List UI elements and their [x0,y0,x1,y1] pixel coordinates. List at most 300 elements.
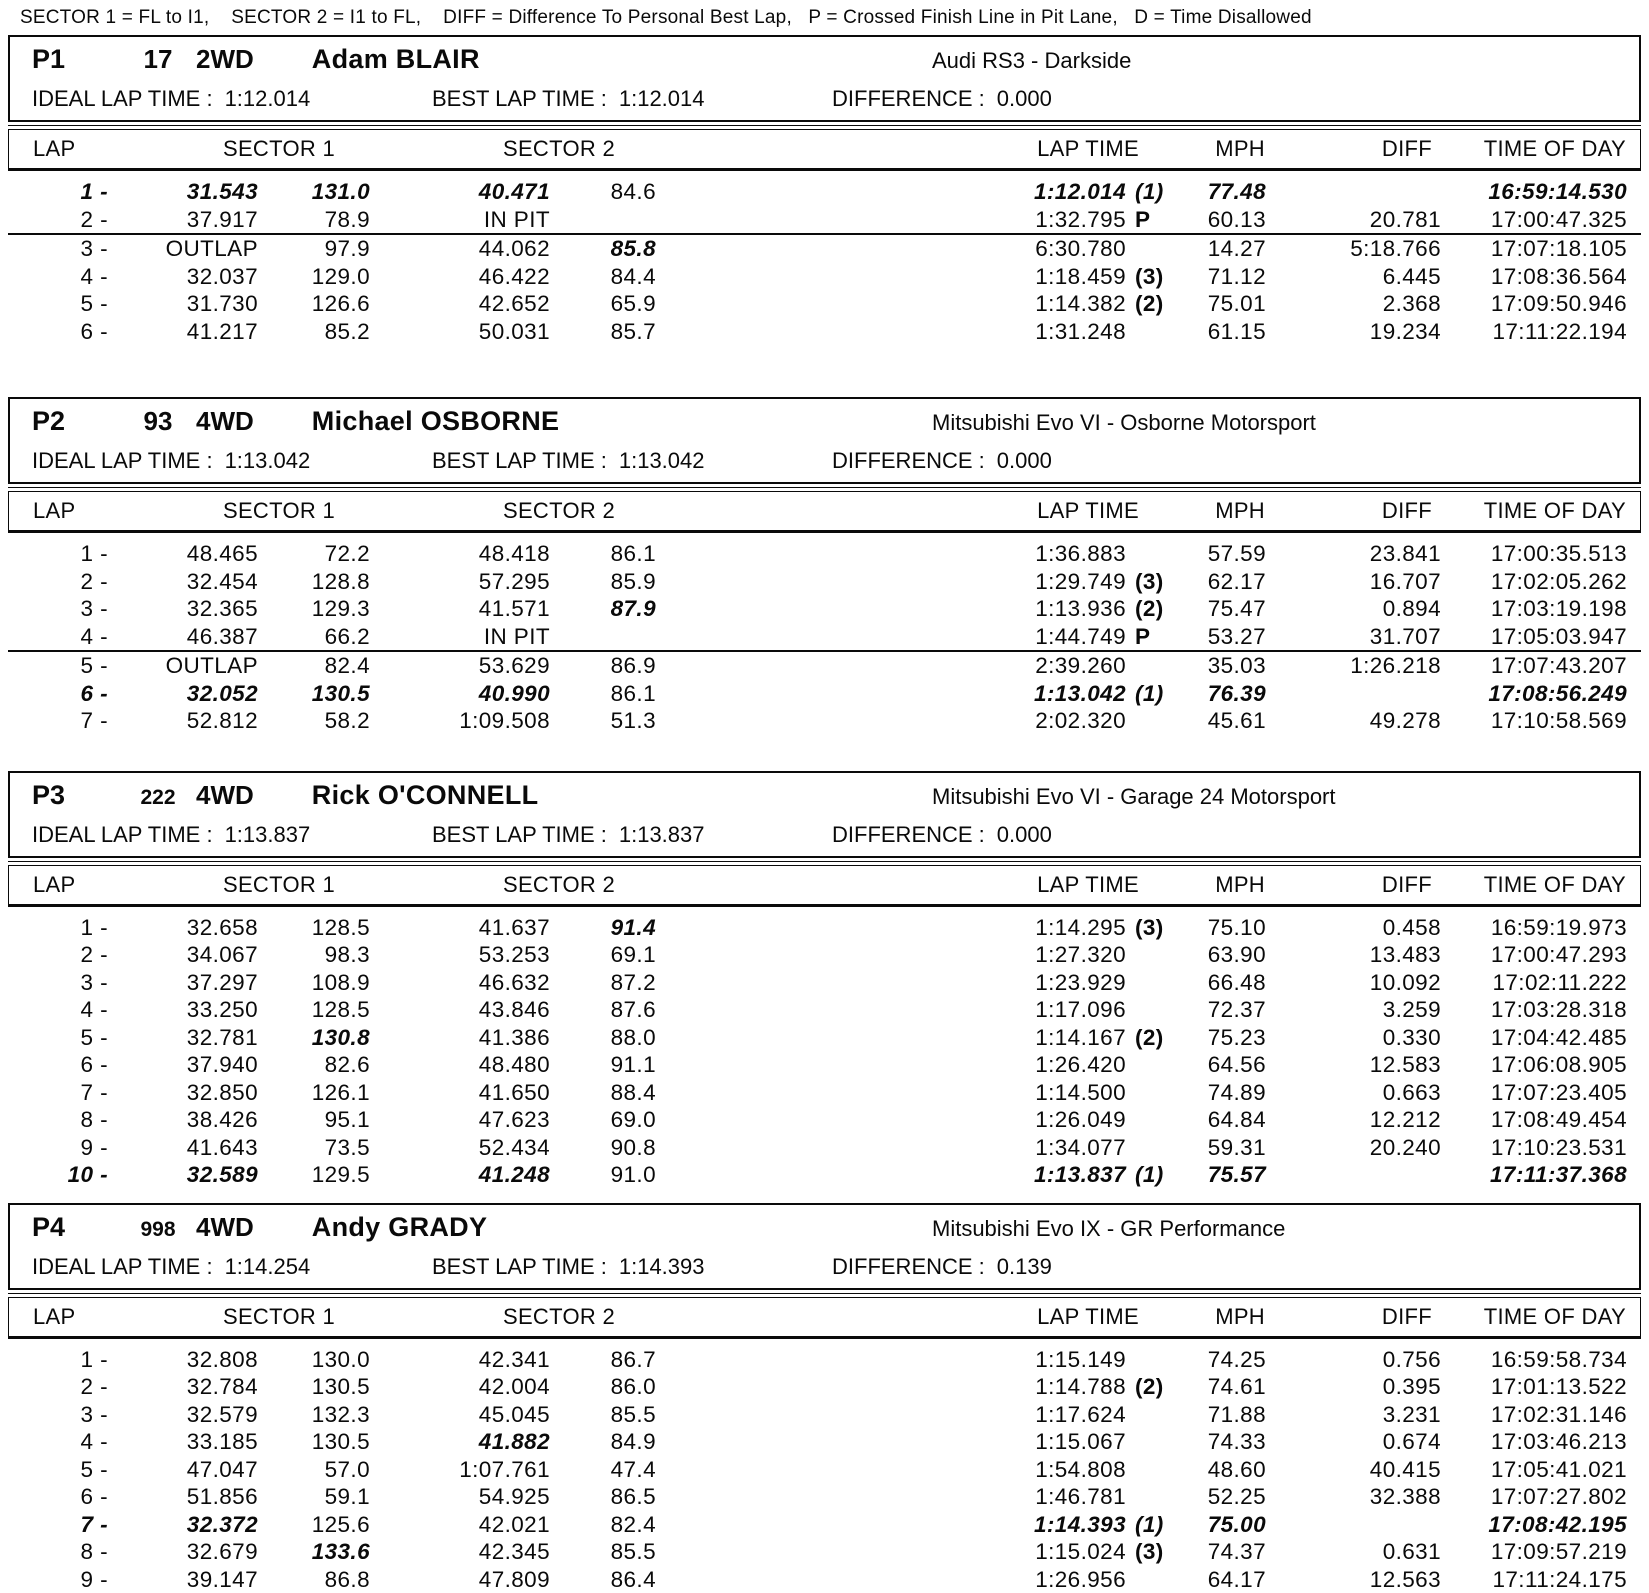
driver-title-line [10,780,1639,816]
lap-number-cell: 3 - [80,1401,108,1427]
sector2-time-cell: IN PIT [483,206,550,232]
lap-rank-note-cell [1126,1401,1174,1429]
time-of-day-cell: 17:02:05.262 [1490,568,1627,594]
mph-cell: 35.03 [1207,653,1266,678]
sector2-time-cell: 53.629 [478,653,550,678]
col-header-time-of-day: TIME OF DAY [1483,136,1626,161]
ideal-lap-time-label: IDEAL LAP TIME : [32,821,213,847]
lap-number-cell: 1 - [80,914,108,940]
sector1-speed-cell: 78.9 [324,206,370,232]
lap-number-cell: 1 - [80,179,108,204]
time-of-day-cell: 17:07:27.802 [1490,1484,1627,1509]
lap-row [8,1051,1641,1079]
drivetrain-label: 4WD [196,406,254,436]
col-header-time-of-day: TIME OF DAY [1483,498,1626,523]
sector2-speed-cell: 47.4 [610,1456,656,1482]
sector1-speed-cell: 128.8 [311,568,370,594]
sector1-time-cell: 32.454 [186,568,258,594]
sector1-speed-cell: 66.2 [324,623,370,649]
mph-cell: 71.12 [1207,263,1266,289]
col-header-diff: DIFF [1381,871,1432,897]
sector1-time-cell: 51.856 [186,1484,258,1509]
lap-number-cell: 8 - [80,1107,108,1132]
spacer-cell [656,1456,996,1484]
lap-row [8,1428,1641,1456]
lap-rank-note-cell: (2) [1135,291,1164,316]
driver-times-line [10,86,1639,112]
lap-row [8,1511,1641,1539]
sector1-speed-cell: 108.9 [311,969,370,995]
sector2-speed-cell: 87.6 [610,997,656,1022]
lap-row [8,568,1641,596]
difference [832,86,1052,112]
time-of-day-cell: 17:10:58.569 [1490,708,1627,733]
best-lap-time [432,448,832,474]
diff-cell: 10.092 [1369,969,1441,995]
sector2-speed-cell: 87.2 [610,969,656,995]
lap-rank-note-cell [1126,707,1174,735]
lap-row [8,1456,1641,1484]
lap-row [8,1483,1641,1511]
sector1-speed-cell: 126.6 [311,291,370,316]
diff-cell: 12.212 [1369,1107,1441,1132]
sector1-time-cell: 32.052 [186,680,258,706]
sector2-time-cell: 41.637 [478,914,550,940]
spacer-cell [656,540,996,568]
difference [832,822,1052,848]
driver-section [8,35,1641,345]
lap-row [8,1024,1641,1052]
time-of-day-cell: 17:06:08.905 [1490,1052,1627,1077]
time-of-day-cell: 17:11:22.194 [1492,318,1627,344]
difference-label: DIFFERENCE : [832,1253,985,1279]
spacer-cell [656,206,996,234]
lap-number-cell: 9 - [80,1134,108,1160]
sector1-speed-cell: 59.1 [324,1484,370,1509]
lap-rank-note-cell: (2) [1135,1024,1164,1050]
sector1-speed-cell: 128.5 [311,997,370,1022]
sector2-time-cell: 40.471 [478,179,550,204]
sector2-speed-cell: 85.7 [610,318,656,344]
lap-number-cell: 4 - [80,1429,108,1454]
lap-time-cell: 1:26.049 [1035,1107,1126,1132]
lap-time-cell: 1:17.096 [1035,997,1126,1022]
lap-row [8,1538,1641,1566]
time-of-day-cell: 17:08:36.564 [1490,263,1627,289]
lap-time-cell: 1:26.956 [1035,1566,1126,1592]
lap-row [8,707,1641,735]
lap-row [8,318,1641,346]
time-of-day-cell: 17:08:49.454 [1490,1107,1627,1132]
car-number: 222 [140,785,176,809]
lap-rank-note-cell [1126,969,1174,997]
col-header-mph: MPH [1215,871,1265,897]
position-label: P1 [32,44,66,74]
spacer-cell [656,680,996,708]
mph-cell: 63.90 [1207,942,1266,967]
sector2-speed-cell: 90.8 [610,1134,656,1160]
sector1-time-cell: 52.812 [186,708,258,733]
time-of-day-cell: 17:07:43.207 [1490,653,1627,678]
lap-rows [8,540,1641,735]
diff-cell: 19.234 [1369,318,1441,344]
lap-row [8,680,1641,708]
time-of-day-cell: 17:03:19.198 [1490,596,1627,621]
car-number: 17 [143,44,173,74]
spacer-cell [656,652,996,680]
sector2-speed-cell: 86.7 [610,1346,656,1372]
col-header-lap-time: LAP TIME [1037,1303,1139,1329]
difference-value: 0.000 [996,86,1052,111]
lap-row [8,235,1641,263]
lap-rank-note-cell: P [1135,623,1151,649]
mph-cell: 75.00 [1207,1511,1266,1537]
lap-number-cell: 5 - [80,1456,108,1482]
lap-number-cell: 1 - [80,541,108,566]
diff-cell: 49.278 [1369,708,1441,733]
sector2-time-cell: 42.004 [478,1374,550,1399]
sector1-time-cell: 32.589 [186,1162,258,1187]
spacer-cell [656,707,996,735]
lap-rank-note-cell: (3) [1135,1539,1164,1564]
spacer-cell [656,914,996,942]
diff-cell: 0.330 [1382,1024,1441,1050]
lap-time-cell: 1:26.420 [1035,1052,1126,1077]
lap-row [8,1106,1641,1134]
sector2-time-cell: 44.062 [478,236,550,261]
lap-number-cell: 5 - [80,653,108,678]
mph-cell: 75.01 [1207,291,1266,316]
sector1-speed-cell: 129.5 [311,1162,370,1187]
driver-header-box [8,35,1641,122]
lap-rank-note-cell: (1) [1135,179,1164,204]
mph-cell: 62.17 [1207,568,1266,594]
lap-rank-note-cell [1126,1483,1174,1511]
driver-title-line [10,406,1639,442]
sector1-time-cell: 37.940 [186,1052,258,1077]
lap-time-cell: 1:31.248 [1035,318,1126,344]
lap-time-cell: 1:14.788 [1035,1374,1126,1399]
sector1-time-cell: 41.217 [186,318,258,344]
lap-number-cell: 4 - [80,623,108,649]
sector2-time-cell: 48.480 [478,1052,550,1077]
diff-cell: 0.458 [1382,914,1441,940]
lap-rank-note-cell [1126,1346,1174,1374]
lap-row [8,996,1641,1024]
car-and-entrant: Mitsubishi Evo IX - GR Performance [932,1215,1286,1241]
lap-row [8,1346,1641,1374]
spacer-cell [656,1079,996,1107]
time-of-day-cell: 17:02:31.146 [1490,1401,1627,1427]
diff-cell: 0.395 [1382,1374,1441,1399]
sector1-speed-cell: 72.2 [324,541,370,566]
sector1-speed-cell: 95.1 [324,1107,370,1132]
col-header-mph: MPH [1215,498,1265,523]
header-separator-rule [8,487,1641,488]
lap-number-cell: 7 - [80,1511,108,1537]
lap-row [8,1566,1641,1593]
mph-cell: 75.57 [1207,1162,1266,1187]
lap-time-cell: 1:15.149 [1035,1346,1126,1372]
sector2-speed-cell: 84.9 [610,1429,656,1454]
lap-rank-note-cell: (3) [1135,263,1164,289]
sector2-time-cell: 45.045 [478,1401,550,1427]
difference [832,448,1052,474]
lap-rank-note-cell: (3) [1135,568,1164,594]
spacer-cell [656,1161,996,1189]
driver-name: Adam BLAIR [311,44,480,74]
sector2-time-cell: 42.652 [478,291,550,316]
time-of-day-cell: 17:07:18.105 [1490,236,1627,261]
driver-times-line [10,448,1639,474]
table-header-row [8,129,1641,171]
driver-header-box [8,1203,1641,1290]
sector2-time-cell: 42.345 [478,1539,550,1564]
sector1-time-cell: 33.250 [186,997,258,1022]
mph-cell: 53.27 [1207,623,1266,649]
mph-cell: 64.56 [1207,1052,1266,1077]
spacer-cell [656,1483,996,1511]
lap-row [8,1161,1641,1189]
sector1-time-cell: 41.643 [186,1134,258,1160]
lap-time-cell: 1:14.500 [1035,1079,1126,1105]
diff-cell: 0.631 [1382,1539,1441,1564]
car-number: 998 [140,1217,176,1241]
time-of-day-cell: 17:00:47.293 [1490,942,1627,967]
lap-time-cell: 1:14.382 [1035,291,1126,316]
lap-time-cell: 1:12.014 [1033,179,1126,204]
sector1-speed-cell: 73.5 [324,1134,370,1160]
sector1-speed-cell: 57.0 [324,1456,370,1482]
lap-rank-note-cell: P [1135,206,1151,232]
spacer-cell [656,178,996,206]
sector1-time-cell: 46.387 [186,623,258,649]
header-separator-rule [8,125,1641,126]
driver-section [8,397,1641,735]
lap-rank-note-cell [1126,1106,1174,1134]
mph-cell: 74.61 [1207,1374,1266,1399]
lap-number-cell: 6 - [80,318,108,344]
difference-value: 0.139 [996,1253,1052,1279]
spacer-cell [656,969,996,997]
lap-rank-note-cell: (1) [1135,1162,1164,1187]
lap-time-cell: 1:54.808 [1035,1456,1126,1482]
diff-cell: 23.841 [1369,541,1441,566]
lap-time-cell: 6:30.780 [1035,236,1126,261]
diff-cell [1266,680,1441,708]
spacer-cell [656,235,996,263]
col-header-lap-time: LAP TIME [1037,498,1139,523]
lap-row [8,178,1641,206]
ideal-lap-time-value: 1:14.254 [224,1253,311,1279]
sector2-speed-cell: 86.4 [610,1566,656,1592]
lap-rank-note-cell [1126,652,1174,680]
lap-time-cell: 1:27.320 [1035,942,1126,967]
lap-rank-note-cell: (2) [1135,596,1164,621]
time-of-day-cell: 17:01:13.522 [1490,1374,1627,1399]
driver-header-box [8,771,1641,858]
lap-time-cell: 1:18.459 [1035,263,1126,289]
sector2-time-cell: 41.650 [478,1079,550,1105]
diff-cell: 0.894 [1382,596,1441,621]
time-of-day-cell: 17:08:42.195 [1488,1511,1627,1537]
sector2-speed-cell: 69.0 [610,1107,656,1132]
lap-row [8,1401,1641,1429]
sector1-speed-cell: 98.3 [324,942,370,967]
lap-row [8,969,1641,997]
sector1-speed-cell: 82.4 [324,653,370,678]
difference-label: DIFFERENCE : [832,86,985,111]
lap-rank-note-cell [1126,540,1174,568]
col-header-diff: DIFF [1381,498,1432,523]
sector1-speed-cell: 128.5 [311,914,370,940]
col-header-lap: LAP [33,871,76,897]
time-of-day-cell: 17:09:50.946 [1490,291,1627,316]
sector1-speed-cell: 58.2 [324,708,370,733]
lap-rank-note-cell [1126,318,1174,346]
sector1-time-cell: 32.365 [186,596,258,621]
sector2-speed-cell: 69.1 [610,942,656,967]
mph-cell: 66.48 [1207,969,1266,995]
sector1-time-cell: 31.543 [186,179,258,204]
spacer-cell [656,996,996,1024]
sector1-time-cell: 47.047 [186,1456,258,1482]
col-header-lap: LAP [33,136,76,161]
spacer-cell [656,1538,996,1566]
drivetrain-label: 4WD [196,779,254,810]
sector1-speed-cell: 130.0 [311,1346,370,1372]
diff-cell: 12.563 [1369,1566,1441,1592]
spacer-cell [656,568,996,596]
time-of-day-cell: 17:00:35.513 [1490,541,1627,566]
best-lap-time-label: BEST LAP TIME : [432,821,607,847]
time-of-day-cell: 17:04:42.485 [1490,1024,1627,1050]
mph-cell: 48.60 [1207,1456,1266,1482]
table-header-row [8,865,1641,907]
sector1-speed-cell: 82.6 [324,1052,370,1077]
col-header-sector1: SECTOR 1 [222,136,336,161]
lap-time-cell: 1:15.024 [1035,1539,1126,1564]
sector2-speed-cell: 85.5 [610,1539,656,1564]
sector1-speed-cell: 130.5 [311,1429,370,1454]
sector1-time-cell: 32.372 [186,1511,258,1537]
col-header-time-of-day: TIME OF DAY [1483,1303,1626,1329]
mph-cell: 74.25 [1207,1346,1266,1372]
sector2-speed-cell: 84.4 [610,263,656,289]
sector2-speed-cell: 85.9 [610,568,656,594]
lap-rank-note-cell [1126,235,1174,263]
lap-time-cell: 1:23.929 [1035,969,1126,995]
mph-cell: 71.88 [1207,1401,1266,1427]
diff-cell [1266,1161,1441,1189]
mph-cell: 60.13 [1207,206,1266,232]
lap-number-cell: 7 - [80,1079,108,1105]
time-of-day-cell: 17:05:41.021 [1490,1456,1627,1482]
sector2-speed-cell: 91.4 [610,914,656,940]
sector2-time-cell: 52.434 [478,1134,550,1160]
diff-cell: 12.583 [1369,1052,1441,1077]
diff-cell: 13.483 [1369,942,1441,967]
lap-row [8,652,1641,680]
sector1-speed-cell: 97.9 [324,236,370,261]
driver-section [8,771,1641,1189]
sector1-time-cell: 32.850 [186,1079,258,1105]
sector1-time-cell: 32.781 [186,1024,258,1050]
sector2-speed-cell: 84.6 [610,179,656,204]
sector1-time-cell: OUTLAP [165,653,258,678]
spacer-cell [656,290,996,318]
sector2-time-cell: 41.386 [478,1024,550,1050]
ideal-lap-time [32,86,432,112]
col-header-sector2: SECTOR 2 [502,498,616,523]
col-header-sector1: SECTOR 1 [222,871,336,897]
diff-cell: 6.445 [1382,263,1441,289]
mph-cell: 75.23 [1207,1024,1266,1050]
lap-row [8,623,1641,653]
time-of-day-cell: 17:09:57.219 [1490,1539,1627,1564]
sector2-time-cell: 1:07.761 [459,1456,550,1482]
lap-time-cell: 1:34.077 [1035,1134,1126,1160]
col-header-sector2: SECTOR 2 [502,871,616,897]
lap-number-cell: 9 - [80,1566,108,1592]
difference-value: 0.000 [996,821,1052,847]
mph-cell: 52.25 [1207,1484,1266,1509]
mph-cell: 75.10 [1207,914,1266,940]
lap-rows [8,1346,1641,1593]
mph-cell: 14.27 [1207,236,1266,261]
driver-name: Rick O'CONNELL [311,779,539,810]
col-header-sector2: SECTOR 2 [502,1303,616,1329]
diff-cell: 32.388 [1369,1484,1441,1509]
sector1-speed-cell: 131.0 [311,179,370,204]
sector2-time-cell: 48.418 [478,541,550,566]
mph-cell: 74.33 [1207,1429,1266,1454]
header-separator-rule [8,861,1641,862]
diff-cell: 20.240 [1369,1134,1441,1160]
col-header-diff: DIFF [1381,1303,1432,1329]
lap-rank-note-cell [1126,1428,1174,1456]
ideal-lap-time-label: IDEAL LAP TIME : [32,448,213,473]
sector2-time-cell: 54.925 [478,1484,550,1509]
lap-rank-note-cell [1126,996,1174,1024]
mph-cell: 64.84 [1207,1107,1266,1132]
driver-name: Michael OSBORNE [311,406,560,436]
sector2-time-cell: 1:09.508 [459,708,550,733]
mph-cell: 76.39 [1207,680,1266,706]
time-of-day-cell: 17:03:28.318 [1490,997,1627,1022]
diff-cell: 2.368 [1382,291,1441,316]
header-separator-rule [8,1293,1641,1294]
lap-rank-note-cell: (2) [1135,1374,1164,1399]
sector2-time-cell: 53.253 [478,942,550,967]
ideal-lap-time [32,822,432,848]
sector2-speed-cell: 51.3 [610,708,656,733]
driver-name: Andy GRADY [311,1211,488,1242]
lap-rank-note-cell [1126,941,1174,969]
lap-rank-note-cell [1126,1051,1174,1079]
sector2-time-cell: 40.990 [478,680,550,706]
time-of-day-cell: 17:02:11.222 [1492,969,1627,995]
lap-number-cell: 4 - [80,997,108,1022]
lap-time-cell: 1:29.749 [1035,568,1126,594]
best-lap-time [432,1254,832,1280]
driver-header-box [8,397,1641,484]
col-header-mph: MPH [1215,136,1265,161]
best-lap-time [432,86,832,112]
sector2-time-cell: 41.248 [478,1162,550,1187]
lap-time-cell: 1:36.883 [1035,541,1126,566]
lap-row [8,914,1641,942]
